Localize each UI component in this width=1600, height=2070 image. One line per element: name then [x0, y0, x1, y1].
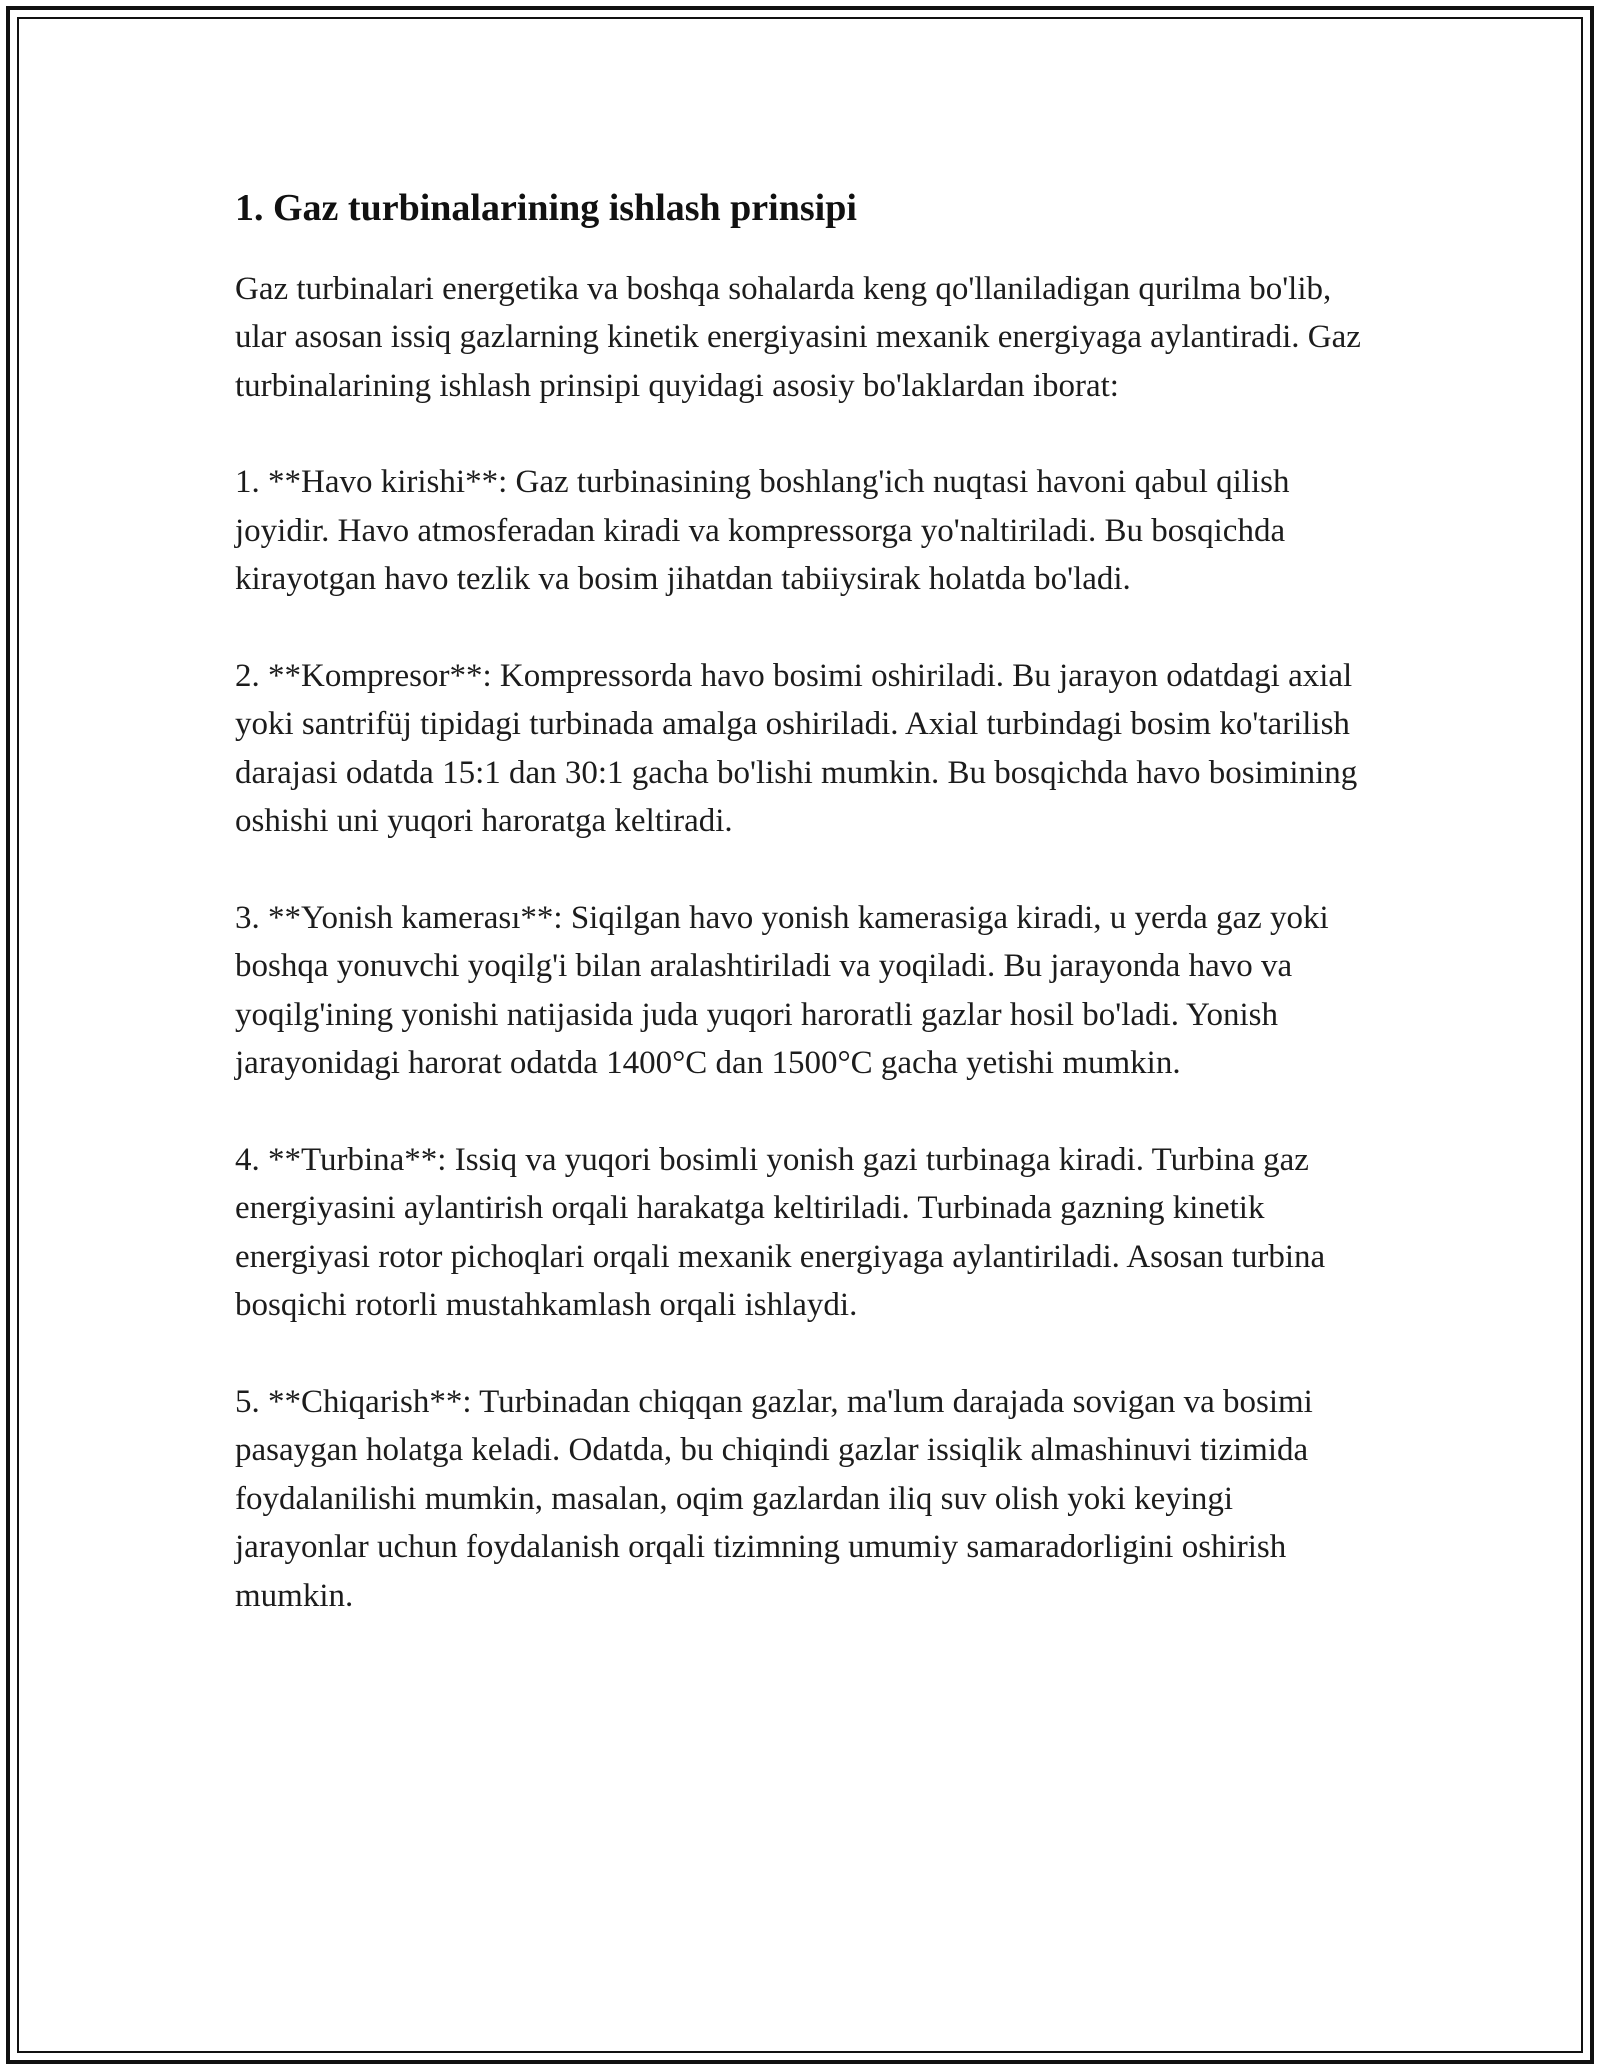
intro-paragraph: Gaz turbinalari energetika va boshqa sohalarda keng qo'llaniladigan qurilma bo'lib, ular asosan issiq gazlarning kinetik energiyasini mexanik energiyaga aylantiradi. Gaz turbinalarining ishlash prinsipi quyidagi asosiy bo'laklardan iborat: — [235, 270, 1361, 404]
document-title: 1. Gaz turbinalarining ishlash prinsipi — [235, 187, 857, 229]
document-body — [235, 185, 1375, 1668]
list-item: 3. **Yonish kamerası**: Siqilgan havo yonish kamerasiga kiradi, u yerda gaz yoki boshqa yonuvchi yoqilg'i bilan aralashtiriladi va yoqiladi. Bu jarayonda havo va yoqilg'ining yonishi natijasida juda yuqori haroratli gazlar hosil bo'ladi. Yonish jarayonidagi harorat odatda 1400°C dan 1500°C gacha yetishi mumkin. — [235, 899, 1329, 1081]
list-item: 2. **Kompresor**: Kompressorda havo bosimi oshiriladi. Bu jarayon odatdagi axial yoki santrifüj tipidagi turbinada amalga oshiriladi. Axial turbindagi bosim ko'tarilish darajasi odatda 15:1 dan 30:1 gacha bo'lishi mumkin. Bu bosqichda havo bosimining oshishi uni yuqori haroratga keltiradi. — [235, 657, 1358, 839]
list-item: 5. **Chiqarish**: Turbinadan chiqqan gazlar, ma'lum darajada sovigan va bosimi pasaygan holatga keladi. Odatda, bu chiqindi gazlar issiqlik almashinuvi tizimida foydalanilishi mumkin, masalan, oqim gazlardan iliq suv olish yoki keyingi jarayonlar uchun foydalanish orqali tizimning umumiy samaradorligini oshirish mumkin. — [235, 1383, 1313, 1614]
list-item: 4. **Turbina**: Issiq va yuqori bosimli yonish gazi turbinaga kiradi. Turbina gaz energiyasini aylantirish orqali harakatga keltiriladi. Turbinada gazning kinetik energiyasi rotor pichoqlari orqali mexanik energiyaga aylantiriladi. Asosan turbina bosqichi rotorli mustahkamlash orqali ishlaydi. — [235, 1141, 1326, 1323]
list-item: 1. **Havo kirishi**: Gaz turbinasining boshlang'ich nuqtasi havoni qabul qilish joyidir. Havo atmosferadan kiradi va kompressorga yo'naltiriladi. Bu bosqichda kirayotgan havo tezlik va bosim jihatdan tabiiysirak holatda bo'ladi. — [235, 464, 1290, 597]
